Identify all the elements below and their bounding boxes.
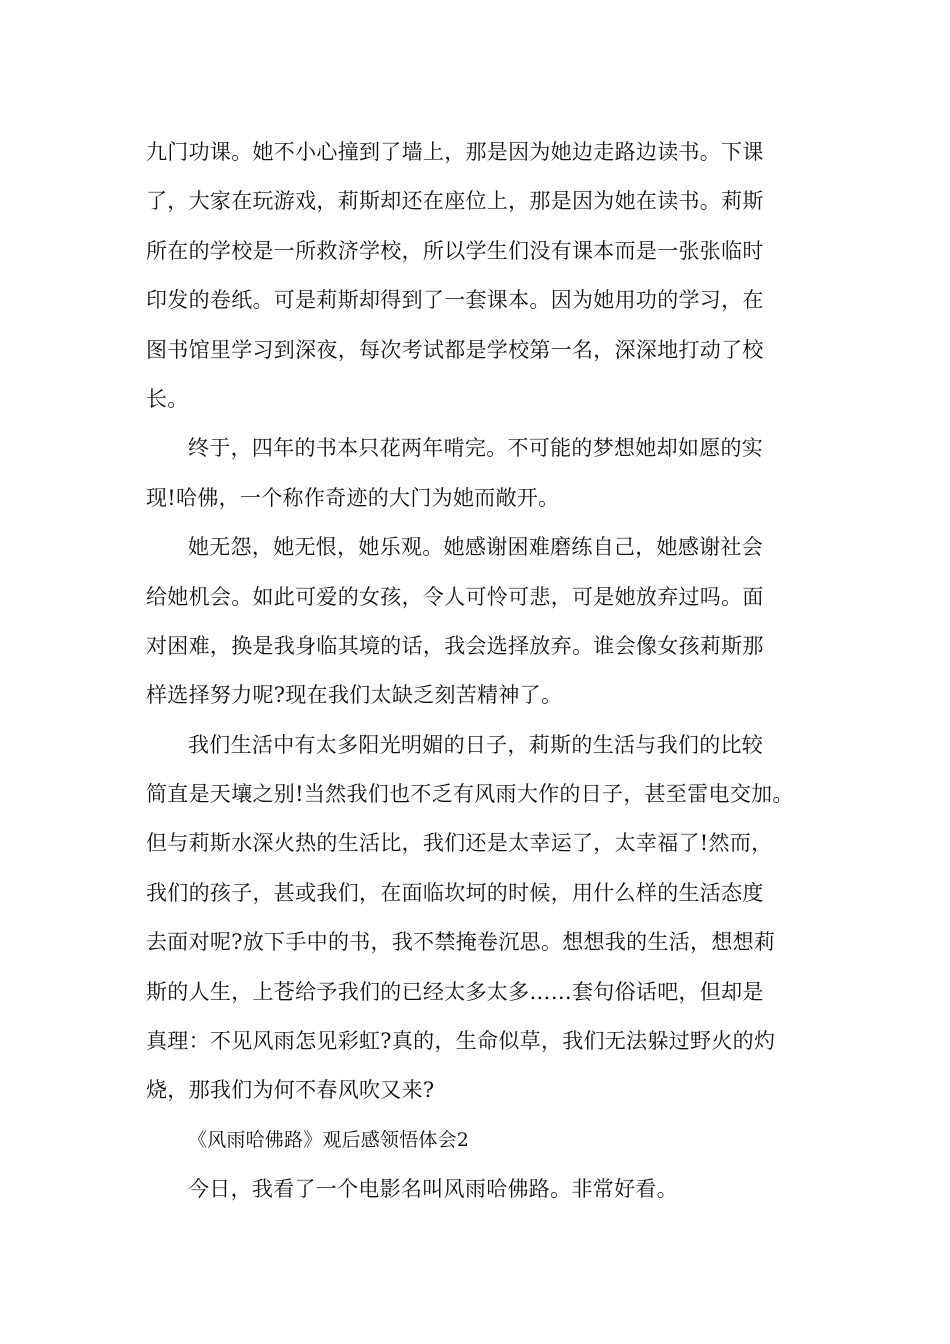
text-line: 去面对呢?放下手中的书，我不禁掩卷沉思。想想我的生活，想想莉 [146,930,776,955]
text-line: 对困难，换是我身临其境的话，我会选择放弃。谁会像女孩莉斯那 [146,633,764,658]
text-line: 样选择努力呢?现在我们太缺乏刻苦精神了。 [146,683,563,708]
text-line: 了，大家在玩游戏，莉斯却还在座位上，那是因为她在读书。莉斯 [146,189,764,214]
text-line: 长。 [146,386,189,411]
text-line: 简直是天壤之别!当然我们也不乏有风雨大作的日子，甚至雷电交加。 [146,782,794,807]
text-line: 斯的人生，上苍给予我们的已经太多太多……套句俗话吧，但却是 [146,979,764,1004]
document-body [146,128,826,1215]
text-line: 真理：不见风雨怎见彩虹?真的，生命似草，我们无法躲过野火的灼 [146,1029,776,1054]
text-line: 我们的孩子，甚或我们，在面临坎坷的时候，用什么样的生活态度 [146,880,764,905]
section-heading: 《风雨哈佛路》观后感领悟体会2 [188,1128,470,1151]
text-line: 给她机会。如此可爱的女孩，令人可怜可悲，可是她放弃过吗。面 [146,584,764,609]
paragraph-3 [146,523,826,721]
paragraph-1 [146,128,826,424]
text-line: 终于，四年的书本只花两年啃完。不可能的梦想她却如愿的实 [188,436,764,461]
text-line: 印发的卷纸。可是莉斯却得到了一套课本。因为她用功的学习，在 [146,288,764,313]
text-line: 但与莉斯水深火热的生活比，我们还是太幸运了，太幸福了!然而， [146,831,773,856]
text-line: 我们生活中有太多阳光明媚的日子，莉斯的生活与我们的比较 [188,732,764,757]
text-line: 烧，那我们为何不春风吹又来? [146,1078,435,1103]
paragraph-2 [146,424,826,523]
text-line: 所在的学校是一所救济学校，所以学生们没有课本而是一张张临时 [146,238,764,263]
text-line: 她无怨，她无恨，她乐观。她感谢困难磨练自己，她感谢社会 [188,535,764,560]
final-paragraph: 今日，我看了一个电影名叫风雨哈佛路。非常好看。 [188,1177,678,1202]
text-line: 九门功课。她不小心撞到了墙上，那是因为她边走路边读书。下课 [146,140,764,164]
paragraph-4 [146,721,826,1116]
text-line: 图书馆里学习到深夜，每次考试都是学校第一名，深深地打动了校 [146,337,764,362]
text-line: 现!哈佛，一个称作奇迹的大门为她而敞开。 [146,485,560,510]
